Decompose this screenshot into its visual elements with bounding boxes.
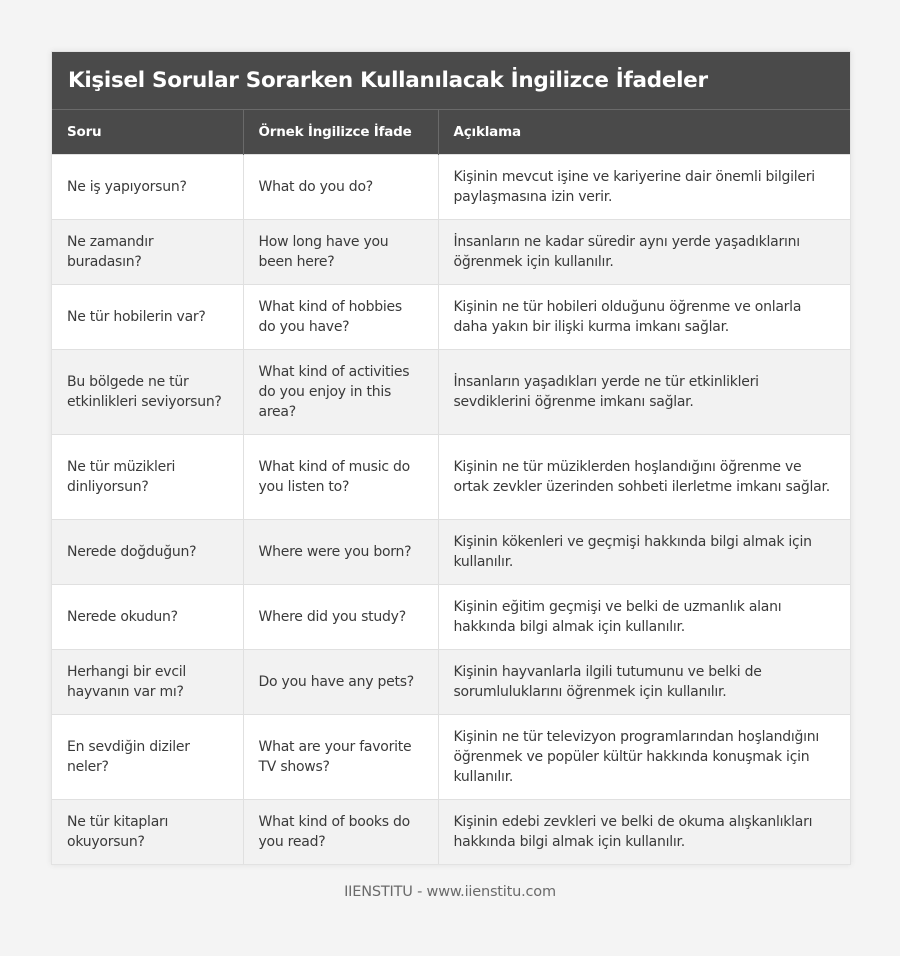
cell-aciklama: Kişinin kökenleri ve geçmişi hakkında bilgi almak için kullanılır. [438,520,850,585]
table-header-row [52,110,850,155]
table-row [52,650,850,715]
cell-soru: Herhangi bir evcil hayvanın var mı? [52,650,243,715]
table-row [52,800,850,865]
cell-aciklama: Kişinin edebi zevkleri ve belki de okuma alışkanlıkları hakkında bilgi almak için kullanılır. [438,800,850,865]
cell-aciklama: Kişinin mevcut işine ve kariyerine dair önemli bilgileri paylaşmasına izin verir. [438,155,850,220]
cell-soru: Ne zamandır buradasın? [52,220,243,285]
cell-soru: Ne tür kitapları okuyorsun? [52,800,243,865]
cell-ifade: What kind of hobbies do you have? [243,285,438,350]
cell-soru: Nerede okudun? [52,585,243,650]
cell-ifade: Where were you born? [243,520,438,585]
cell-soru: Ne iş yapıyorsun? [52,155,243,220]
cell-ifade: What kind of books do you read? [243,800,438,865]
table-row [52,435,850,520]
cell-soru: Ne tür müzikleri dinliyorsun? [52,435,243,520]
table-row [52,350,850,435]
cell-aciklama: Kişinin ne tür müziklerden hoşlandığını öğrenme ve ortak zevkler üzerinden sohbeti ilerletme imkanı sağlar. [438,435,850,520]
cell-ifade: What do you do? [243,155,438,220]
table-row [52,715,850,800]
cell-soru: Nerede doğduğun? [52,520,243,585]
cell-ifade: Where did you study? [243,585,438,650]
table-card [51,51,851,865]
cell-ifade: What kind of music do you listen to? [243,435,438,520]
footer-credit: IIENSTITU - www.iienstitu.com [344,884,556,900]
cell-soru: Bu bölgede ne tür etkinlikleri seviyorsun? [52,350,243,435]
table-row [52,220,850,285]
cell-ifade: How long have you been here? [243,220,438,285]
table-row [52,285,850,350]
table-row [52,585,850,650]
cell-soru: Ne tür hobilerin var? [52,285,243,350]
cell-ifade: What kind of activities do you enjoy in this area? [243,350,438,435]
column-header-aciklama: Açıklama [438,110,850,155]
cell-ifade: Do you have any pets? [243,650,438,715]
cell-aciklama: İnsanların ne kadar süredir aynı yerde yaşadıklarını öğrenmek için kullanılır. [438,220,850,285]
table-row [52,520,850,585]
column-header-soru: Soru [52,110,243,155]
cell-aciklama: Kişinin ne tür televizyon programlarından hoşlandığını öğrenmek ve popüler kültür hakkında konuşmak için kullanılır. [438,715,850,800]
column-header-ornek-ifade: Örnek İngilizce İfade [243,110,438,155]
table-title: Kişisel Sorular Sorarken Kullanılacak İngilizce İfadeler [52,52,850,110]
cell-aciklama: Kişinin eğitim geçmişi ve belki de uzmanlık alanı hakkında bilgi almak için kullanılır. [438,585,850,650]
phrases-table [52,110,850,864]
table-row [52,155,850,220]
cell-soru: En sevdiğin diziler neler? [52,715,243,800]
cell-aciklama: Kişinin hayvanlarla ilgili tutumunu ve belki de sorumluluklarını öğrenmek için kullanılır. [438,650,850,715]
cell-ifade: What are your favorite TV shows? [243,715,438,800]
cell-aciklama: İnsanların yaşadıkları yerde ne tür etkinlikleri sevdiklerini öğrenme imkanı sağlar. [438,350,850,435]
cell-aciklama: Kişinin ne tür hobileri olduğunu öğrenme ve onlarla daha yakın bir ilişki kurma imkanı sağlar. [438,285,850,350]
